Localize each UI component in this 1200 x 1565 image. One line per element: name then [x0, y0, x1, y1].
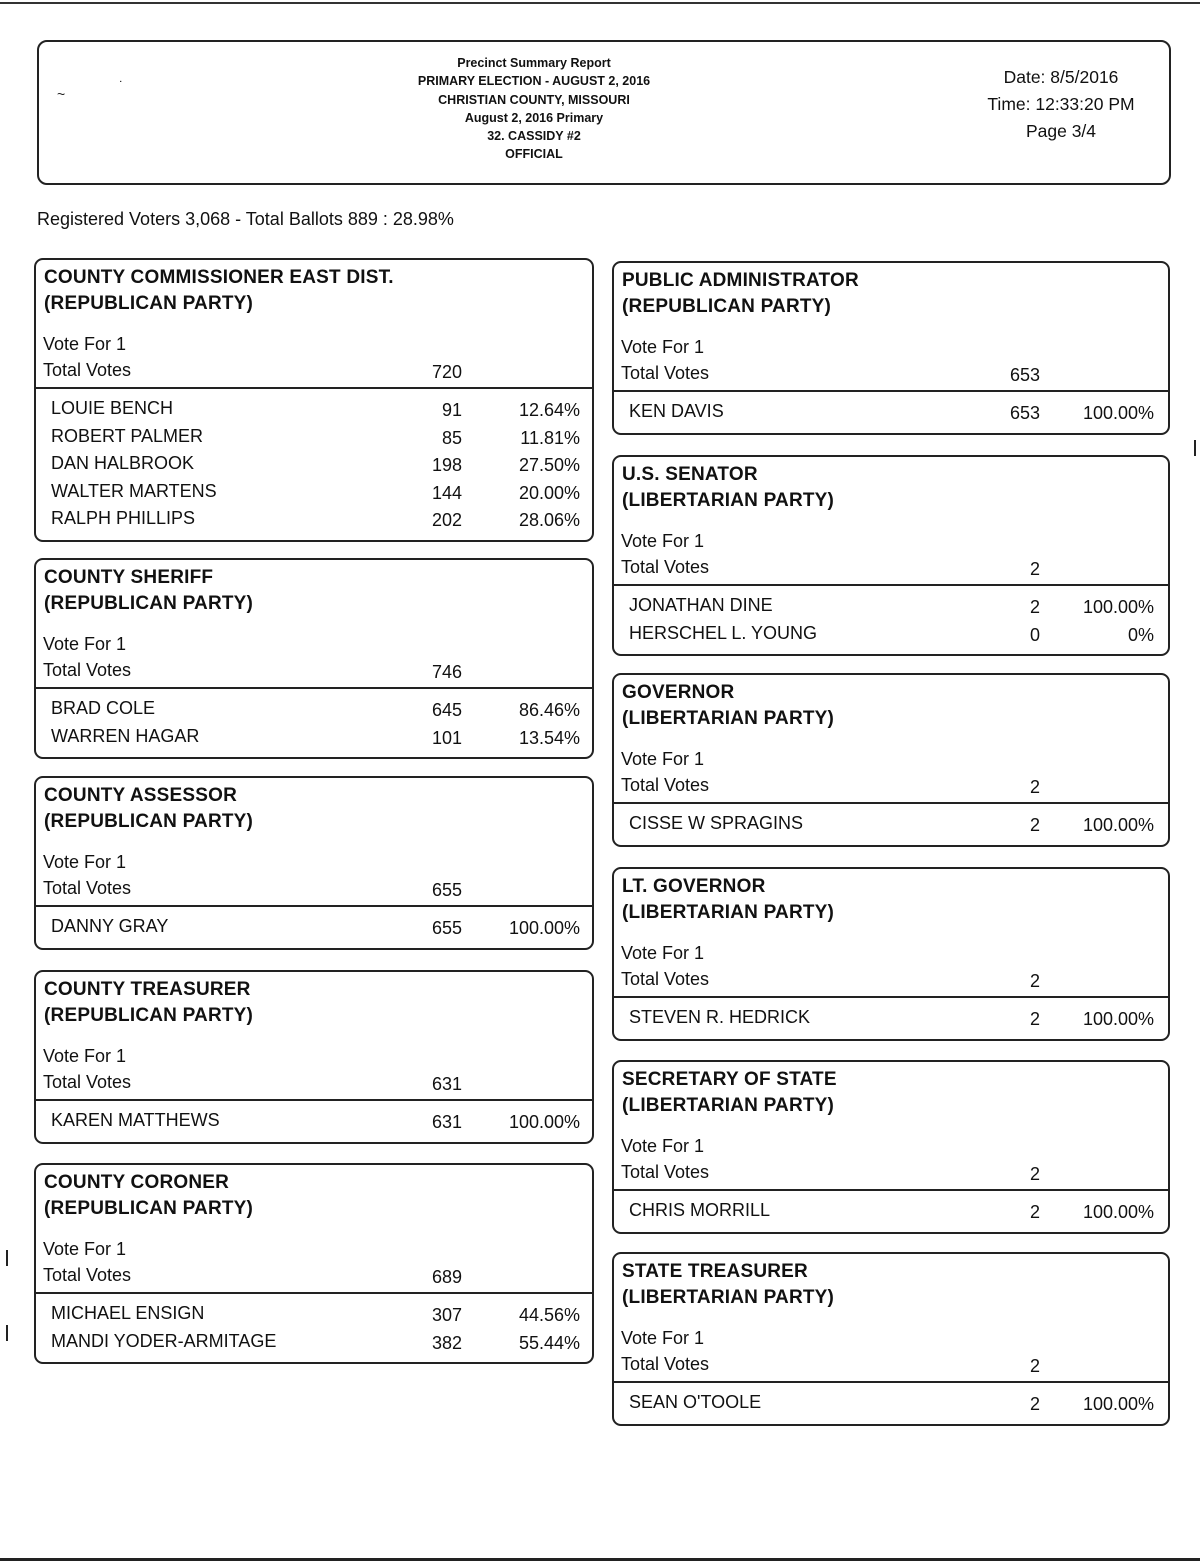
vote-for-label: Vote For 1 — [43, 1239, 127, 1259]
candidate-row — [36, 481, 592, 509]
candidate-percent: 100.00% — [508, 918, 580, 938]
race-box — [34, 776, 594, 950]
candidate-votes: 85 — [441, 427, 462, 448]
report-header-box — [37, 40, 1171, 185]
race-box — [612, 673, 1170, 847]
vote-for-label: Vote For 1 — [621, 337, 705, 357]
race-box — [612, 1060, 1170, 1234]
vote-for-label: Vote For 1 — [43, 852, 127, 872]
candidate-name: CHRIS MORRILL — [629, 1200, 771, 1220]
candidate-name: STEVEN R. HEDRICK — [629, 1007, 811, 1027]
candidate-row — [36, 1303, 592, 1331]
vote-for-label: Vote For 1 — [43, 634, 127, 654]
candidate-name: DANNY GRAY — [51, 916, 169, 936]
candidate-name: KAREN MATTHEWS — [51, 1110, 220, 1130]
scan-mark: ~ — [57, 86, 66, 102]
candidate-votes: 144 — [431, 482, 462, 503]
race-title: SECRETARY OF STATE — [622, 1069, 837, 1090]
page-number: Page 3/4 — [1025, 121, 1097, 141]
candidate-row — [36, 1331, 592, 1359]
candidate-votes: 2 — [1029, 1394, 1040, 1414]
total-votes-label: Total Votes — [43, 1265, 132, 1285]
race-box — [34, 1163, 594, 1364]
total-votes-value: 2 — [1029, 777, 1040, 797]
candidate-name: BRAD COLE — [51, 698, 156, 718]
race-title: LT. GOVERNOR — [622, 876, 766, 897]
candidate-row — [614, 813, 1168, 841]
candidate-row — [36, 916, 592, 944]
candidate-votes: 2 — [1029, 597, 1040, 617]
race-party: (LIBERTARIAN PARTY) — [622, 1095, 835, 1116]
total-votes-label: Total Votes — [43, 1072, 132, 1092]
candidate-votes: 198 — [431, 455, 462, 475]
margin-mark — [1194, 440, 1196, 456]
report-title-block — [359, 54, 709, 164]
race-box — [34, 258, 594, 542]
section-divider — [614, 1381, 1168, 1383]
section-divider — [36, 687, 592, 689]
total-votes-label: Total Votes — [43, 660, 132, 680]
race-title: COUNTY SHERIFF — [44, 567, 214, 588]
candidate-name: CISSE W SPRAGINS — [629, 813, 804, 833]
total-votes-label: Total Votes — [621, 775, 710, 795]
candidate-row — [614, 623, 1168, 651]
report-title: Precinct Summary Report — [457, 56, 611, 70]
election-date: August 2, 2016 Primary — [464, 110, 604, 125]
race-box — [34, 970, 594, 1144]
report-status: OFFICIAL — [505, 147, 563, 162]
bottom-border-line — [0, 1558, 1200, 1561]
candidate-votes: 91 — [441, 400, 462, 420]
candidate-row — [614, 401, 1168, 429]
candidate-row — [36, 698, 592, 726]
candidate-row — [614, 1007, 1168, 1035]
election-name: PRIMARY ELECTION - AUGUST 2, 2016 — [417, 74, 651, 89]
candidate-name: RALPH PHILLIPS — [51, 508, 196, 528]
candidate-percent: 100.00% — [1082, 1394, 1154, 1414]
candidate-votes: 655 — [431, 918, 462, 938]
vote-for-label: Vote For 1 — [621, 1328, 705, 1348]
candidate-row — [36, 453, 592, 481]
candidate-percent: 55.44% — [518, 1332, 580, 1353]
total-votes-value: 2 — [1029, 1164, 1040, 1184]
candidate-row — [36, 726, 592, 754]
section-divider — [614, 390, 1168, 392]
total-votes-value: 2 — [1029, 559, 1040, 579]
candidate-votes: 2 — [1029, 1202, 1040, 1222]
candidate-name: LOUIE BENCH — [51, 398, 174, 418]
candidate-percent: 100.00% — [508, 1112, 580, 1132]
vote-for-label: Vote For 1 — [621, 531, 705, 551]
margin-mark — [6, 1250, 8, 1266]
candidate-votes: 631 — [431, 1112, 462, 1132]
report-meta — [961, 64, 1161, 145]
race-party: (LIBERTARIAN PARTY) — [622, 902, 835, 923]
candidate-percent: 100.00% — [1082, 815, 1154, 835]
candidate-row — [614, 595, 1168, 623]
candidate-name: SEAN O'TOOLE — [629, 1392, 762, 1412]
candidate-name: DAN HALBROOK — [51, 453, 195, 473]
candidate-votes: 653 — [1009, 403, 1040, 423]
candidate-name: HERSCHEL L. YOUNG — [629, 622, 818, 643]
candidate-percent: 20.00% — [518, 482, 580, 503]
race-box — [612, 867, 1170, 1041]
margin-mark — [6, 1325, 8, 1341]
vote-for-label: Vote For 1 — [43, 1046, 127, 1066]
candidate-percent: 100.00% — [1082, 597, 1154, 617]
candidate-row — [36, 1110, 592, 1138]
candidate-name: MANDI YODER-ARMITAGE — [51, 1330, 277, 1351]
race-title: COUNTY CORONER — [44, 1172, 230, 1193]
candidate-percent: 100.00% — [1082, 1009, 1154, 1029]
total-votes-value: 2 — [1029, 971, 1040, 991]
candidate-votes: 382 — [431, 1332, 462, 1353]
section-divider — [36, 1292, 592, 1294]
race-party: (LIBERTARIAN PARTY) — [622, 1287, 835, 1308]
race-title: COUNTY COMMISSIONER EAST DIST. — [44, 267, 394, 288]
race-party: (REPUBLICAN PARTY) — [44, 293, 254, 314]
total-votes-value: 689 — [431, 1267, 462, 1287]
vote-for-label: Vote For 1 — [43, 334, 127, 354]
candidate-votes: 645 — [431, 700, 462, 720]
scan-mark: ˙ — [119, 78, 124, 94]
race-box — [612, 455, 1170, 656]
top-border-line — [0, 2, 1200, 4]
total-votes-value: 655 — [431, 880, 462, 900]
candidate-name: WARREN HAGAR — [51, 725, 200, 746]
candidate-row — [36, 426, 592, 454]
candidate-name: JONATHAN DINE — [629, 595, 773, 615]
race-party: (REPUBLICAN PARTY) — [44, 593, 254, 614]
candidate-row — [614, 1392, 1168, 1420]
race-party: (LIBERTARIAN PARTY) — [622, 490, 835, 511]
candidate-percent: 100.00% — [1082, 1202, 1154, 1222]
candidate-votes: 307 — [431, 1305, 462, 1325]
candidate-percent: 11.81% — [520, 427, 580, 448]
total-votes-label: Total Votes — [621, 363, 710, 383]
total-votes-label: Total Votes — [621, 557, 710, 577]
candidate-percent: 0% — [1127, 624, 1154, 645]
race-title: U.S. SENATOR — [622, 464, 758, 485]
vote-for-label: Vote For 1 — [621, 749, 705, 769]
candidate-percent: 28.06% — [518, 510, 580, 530]
total-votes-value: 631 — [431, 1074, 462, 1094]
section-divider — [36, 1099, 592, 1101]
candidate-votes: 2 — [1029, 1009, 1040, 1029]
total-votes-label: Total Votes — [43, 360, 132, 380]
race-party: (REPUBLICAN PARTY) — [44, 1198, 254, 1219]
candidate-percent: 13.54% — [518, 727, 580, 748]
race-party: (REPUBLICAN PARTY) — [44, 811, 254, 832]
section-divider — [614, 996, 1168, 998]
section-divider — [614, 1189, 1168, 1191]
race-title: GOVERNOR — [622, 682, 735, 703]
precinct-name: 32. CASSIDY #2 — [487, 129, 581, 144]
race-box — [612, 261, 1170, 435]
total-votes-value: 746 — [431, 662, 462, 682]
candidate-votes: 2 — [1029, 815, 1040, 835]
total-votes-label: Total Votes — [621, 1162, 710, 1182]
race-title: PUBLIC ADMINISTRATOR — [622, 270, 859, 291]
total-votes-value: 2 — [1029, 1356, 1040, 1376]
race-title: STATE TREASURER — [622, 1261, 808, 1282]
vote-for-label: Vote For 1 — [621, 943, 705, 963]
candidate-percent: 27.50% — [518, 455, 580, 475]
candidate-name: KEN DAVIS — [629, 401, 724, 421]
total-votes-label: Total Votes — [621, 969, 710, 989]
section-divider — [36, 387, 592, 389]
race-party: (REPUBLICAN PARTY) — [44, 1005, 254, 1026]
race-title: COUNTY ASSESSOR — [44, 785, 238, 806]
candidate-row — [614, 1200, 1168, 1228]
candidate-row — [36, 508, 592, 536]
total-votes-value: 653 — [1009, 365, 1040, 385]
total-votes-label: Total Votes — [43, 878, 132, 898]
vote-for-label: Vote For 1 — [621, 1136, 705, 1156]
candidate-name: WALTER MARTENS — [51, 480, 217, 501]
candidate-votes: 101 — [431, 727, 462, 748]
total-votes-value: 720 — [431, 362, 462, 382]
candidate-name: MICHAEL ENSIGN — [51, 1303, 205, 1323]
section-divider — [36, 905, 592, 907]
race-party: (LIBERTARIAN PARTY) — [622, 708, 835, 729]
section-divider — [614, 584, 1168, 586]
county-name: CHRISTIAN COUNTY, MISSOURI — [438, 92, 630, 107]
total-votes-label: Total Votes — [621, 1354, 710, 1374]
candidate-row — [36, 398, 592, 426]
registered-voters-summary: Registered Voters 3,068 - Total Ballots 889 : 28.98% — [37, 209, 454, 229]
race-title: COUNTY TREASURER — [44, 979, 251, 1000]
race-box — [34, 558, 594, 759]
candidate-percent: 12.64% — [518, 400, 580, 420]
candidate-percent: 86.46% — [518, 700, 580, 720]
candidate-name: ROBERT PALMER — [51, 425, 204, 446]
candidate-percent: 100.00% — [1082, 403, 1154, 423]
race-party: (REPUBLICAN PARTY) — [622, 296, 832, 317]
report-time: Time: 12:33:20 PM — [987, 94, 1135, 114]
candidate-votes: 202 — [431, 510, 462, 530]
report-date: Date: 8/5/2016 — [1003, 67, 1119, 87]
candidate-votes: 0 — [1029, 624, 1040, 645]
race-box — [612, 1252, 1170, 1426]
candidate-percent: 44.56% — [518, 1305, 580, 1325]
section-divider — [614, 802, 1168, 804]
